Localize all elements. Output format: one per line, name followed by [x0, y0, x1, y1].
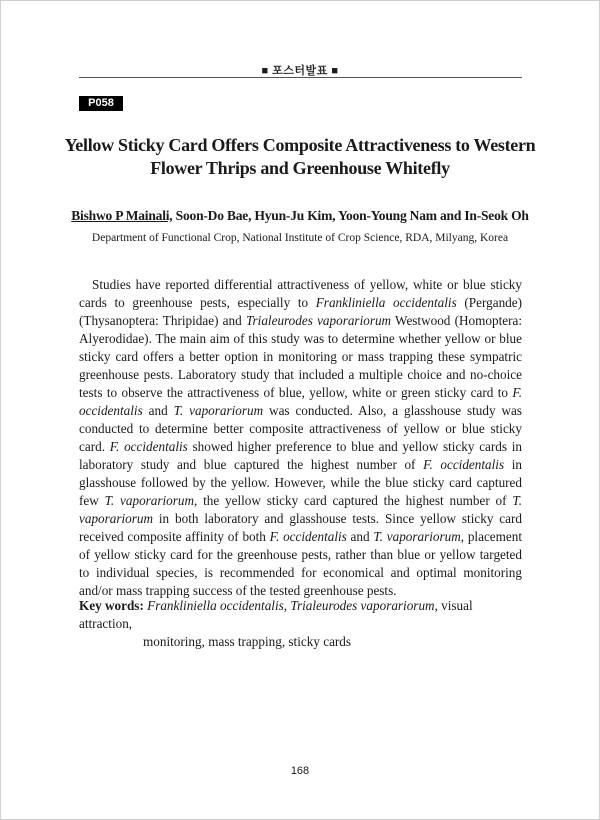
keyword-list-continued: monitoring, mass trapping, sticky cards — [143, 634, 352, 649]
abstract-text: in both laboratory and glasshouse tests. Since yellow sticky card received composite affinity of both — [79, 511, 522, 544]
species-name: F. occidentalis — [109, 439, 188, 454]
abstract-text: Studies have reported differential attractiveness of yellow, white or blue sticky cards to greenhouse pests, especially to — [79, 277, 522, 310]
keyword-species-2: Trialeurodes vaporariorum — [290, 598, 435, 613]
abstract-text: and — [346, 529, 374, 544]
abstract-text: Westwood (Homoptera: Alyerodidae). The main aim of this study was to determine whether yellow or blue sticky card offers a better option in monitoring or mass trapping these sympatric greenhouse pests. Laboratory study that included a multiple choice and no-choice tests to observe the attractiveness of blue, yellow, white or green sticky card to — [79, 313, 522, 400]
species-name: T. vaporariorum — [104, 493, 195, 508]
affiliation: Department of Functional Crop, National Institute of Crop Science, RDA, Milyang, Korea — [91, 232, 509, 244]
poster-code-badge: P058 — [79, 96, 123, 111]
section-header: ■ 포스터발표 ■ — [261, 65, 339, 77]
keyword-species-1: Frankliniella occidentalis — [147, 598, 284, 613]
species-name: F. occidentalis — [423, 457, 505, 472]
species-name: T. vaporariorum — [373, 529, 461, 544]
keywords-label: Key words: — [79, 598, 144, 613]
title-line-2: Flower Thrips and Greenhouse Whitefly — [150, 158, 450, 178]
keyword-list: , visual attraction, — [79, 598, 473, 631]
species-name: F. occidentalis — [79, 385, 522, 418]
species-name: Trialeurodes vaporariorum — [245, 313, 392, 328]
abstract-text: , placement of yellow sticky card for the greenhouse pests, rather than blue or yellow targeted to individual species, is recommended for economical and optimal monitoring and/or mass trapping success of the tested greenhouse pests. — [79, 529, 523, 598]
author-list — [60, 208, 540, 224]
species-name: F. occidentalis — [269, 529, 347, 544]
abstract-text: , the yellow sticky card captured the highest number of — [194, 493, 513, 508]
keywords-section — [79, 597, 522, 651]
species-name: Frankliniella occidentalis — [315, 295, 457, 310]
keyword-separator: , — [283, 598, 291, 613]
paper-title — [60, 134, 540, 180]
species-name: T. vaporariorum — [173, 403, 264, 418]
abstract-paragraph — [79, 276, 522, 600]
abstract-text: (Pergande) (Thysanoptera: Thripidae) and — [79, 295, 523, 328]
first-author: Bishwo P Mainali, — [71, 208, 173, 223]
header-divider — [79, 77, 522, 78]
co-authors: Soon-Do Bae, Hyun-Ju Kim, Yoon-Young Nam and In-Seok Oh — [172, 208, 529, 223]
title-line-1: Yellow Sticky Card Offers Composite Attractiveness to Western — [64, 135, 536, 155]
abstract-text: was conducted. Also, a glasshouse study was conducted to determine better composite attractiveness of yellow or blue sticky card. — [79, 403, 523, 454]
page-number: 168 — [290, 765, 310, 777]
abstract-text: showed higher preference to blue and yellow sticky cards in laboratory study and blue captured the highest number of — [79, 439, 522, 472]
abstract-text: in glasshouse followed by the yellow. However, while the blue sticky card captured few — [79, 457, 523, 508]
species-name: T. vaporariorum — [79, 493, 522, 526]
abstract-text: and — [142, 403, 174, 418]
